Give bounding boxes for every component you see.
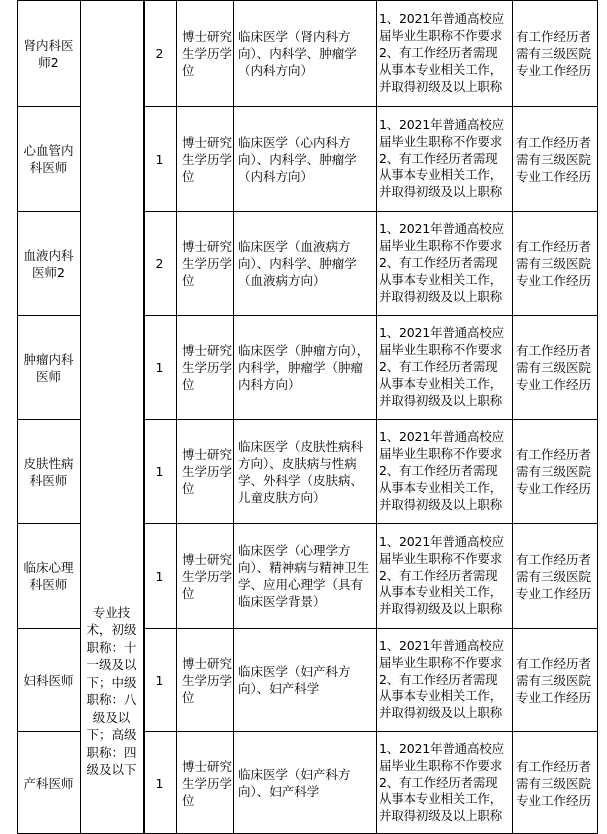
row-divider <box>143 106 598 107</box>
headcount: 1 <box>155 464 164 479</box>
major-requirement: 临床医学（心内科方向）、内科学、肿瘤学（内科方向） <box>238 134 357 184</box>
major-requirement: 临床医学（肿瘤方向），内科学，肿瘤学（肿瘤内科方向） <box>238 343 370 392</box>
degree-requirement: 博士研究生学历学位 <box>182 447 233 496</box>
degree-requirement: 博士研究生学历学位 <box>182 655 233 705</box>
title-requirement: 1、2021年普通高校应届毕业生职称不作要求 2、有工作经历者需现从事本专业相关工作，并取得初级及以上职称 <box>379 11 504 94</box>
headcount: 1 <box>155 151 164 167</box>
column-divider <box>17 0 18 834</box>
title-requirement: 1、2021年普通高校应届毕业生职称不作要求 2、有工作经历者需现从事本专业相关工作，并取得初级及以上职称 <box>379 221 504 304</box>
post-name: 临床心理科医师 <box>23 560 74 592</box>
post-name: 妇科医师 <box>23 672 74 688</box>
degree-requirement: 博士研究生学历学位 <box>182 551 233 601</box>
headcount: 1 <box>155 360 164 375</box>
degree-requirement: 博士研究生学历学位 <box>182 343 233 392</box>
title-requirement: 1、2021年普通高校应届毕业生职称不作要求 2、有工作经历者需现从事本专业相关工作，并取得初级及以上职称 <box>379 325 504 408</box>
other-requirement: 有工作经历者需有三级医院专业工作经历 <box>516 134 592 184</box>
column-divider <box>143 0 145 834</box>
row-divider <box>17 419 80 420</box>
degree-requirement: 博士研究生学历学位 <box>182 134 233 184</box>
post-name: 肾内科医师2 <box>23 37 74 70</box>
column-divider <box>176 0 177 834</box>
post-name: 皮肤性病科医师 <box>23 455 74 488</box>
row-divider <box>17 731 80 732</box>
headcount: 1 <box>155 672 164 688</box>
row-divider <box>143 419 598 420</box>
degree-requirement: 博士研究生学历学位 <box>182 239 233 288</box>
row-divider <box>143 731 598 732</box>
row-divider <box>17 211 80 212</box>
row-divider <box>143 628 598 629</box>
row-divider <box>17 106 80 107</box>
column-divider <box>376 0 377 834</box>
title-requirement: 1、2021年普通高校应届毕业生职称不作要求 2、有工作经历者需现从事本专业相关工作，并取得初级及以上职称 <box>379 116 504 200</box>
row-divider <box>143 523 598 524</box>
headcount: 2 <box>155 256 164 271</box>
column-divider <box>80 0 81 834</box>
other-requirement: 有工作经历者需有三级医院专业工作经历 <box>516 551 592 601</box>
column-divider <box>512 0 513 834</box>
row-divider <box>17 0 598 1</box>
grade-requirement: 专业技术，初级职称：十一级及以下；中级职称：八级及以下；高级职称：四级及以下 <box>86 604 137 777</box>
other-requirement: 有工作经历者需有三级医院专业工作经历 <box>516 343 592 392</box>
row-divider <box>17 523 80 524</box>
degree-requirement: 博士研究生学历学位 <box>182 758 233 808</box>
major-requirement: 临床医学（血液病方向）、内科学、肿瘤学（血液病方向） <box>238 239 357 288</box>
other-requirement: 有工作经历者需有三级医院专业工作经历 <box>516 447 592 496</box>
major-requirement: 临床医学（心理学方向）、精神病与精神卫生学、应用心理学（具有临床医学背景） <box>238 543 370 609</box>
title-requirement: 1、2021年普通高校应届毕业生职称不作要求 2、有工作经历者需现从事本专业相关工作，并取得初级及以上职称 <box>379 637 504 721</box>
headcount: 2 <box>155 46 164 61</box>
major-requirement: 临床医学（妇产科方向）、妇产科学 <box>238 664 351 696</box>
title-requirement: 1、2021年普通高校应届毕业生职称不作要求 2、有工作经历者需现从事本专业相关工作，并取得初级及以上职称 <box>379 429 504 512</box>
row-divider <box>17 315 80 316</box>
major-requirement: 临床医学（肾内科方向）、内科学、肿瘤学（内科方向） <box>238 29 357 78</box>
row-divider <box>17 628 80 629</box>
title-requirement: 1、2021年普通高校应届毕业生职称不作要求 2、有工作经历者需现从事本专业相关工作，并取得初级及以上职称 <box>379 740 504 824</box>
post-name: 产科医师 <box>23 775 74 791</box>
row-divider <box>143 211 598 212</box>
major-requirement: 临床医学（皮肤性病科方向）、皮肤病与性病学、外科学（皮肤病、儿童皮肤方向） <box>238 438 364 505</box>
post-name: 肿瘤内科医师 <box>23 351 74 384</box>
other-requirement: 有工作经历者需有三级医院专业工作经历 <box>516 239 592 288</box>
column-divider <box>597 0 598 834</box>
other-requirement: 有工作经历者需有三级医院专业工作经历 <box>516 655 592 705</box>
title-requirement: 1、2021年普通高校应届毕业生职称不作要求 2、有工作经历者需现从事本专业相关工作，并取得初级及以上职称 <box>379 533 504 617</box>
column-divider <box>233 0 234 834</box>
other-requirement: 有工作经历者需有三级医院专业工作经历 <box>516 29 592 78</box>
other-requirement: 有工作经历者需有三级医院专业工作经历 <box>516 758 592 808</box>
major-requirement: 临床医学（妇产科方向）、妇产科学 <box>238 767 351 799</box>
row-divider <box>143 315 598 316</box>
headcount: 1 <box>155 775 164 791</box>
degree-requirement: 博士研究生学历学位 <box>182 29 233 78</box>
post-name: 血液内科医师2 <box>23 247 74 280</box>
headcount: 1 <box>155 568 164 584</box>
post-name: 心血管内科医师 <box>23 143 74 175</box>
